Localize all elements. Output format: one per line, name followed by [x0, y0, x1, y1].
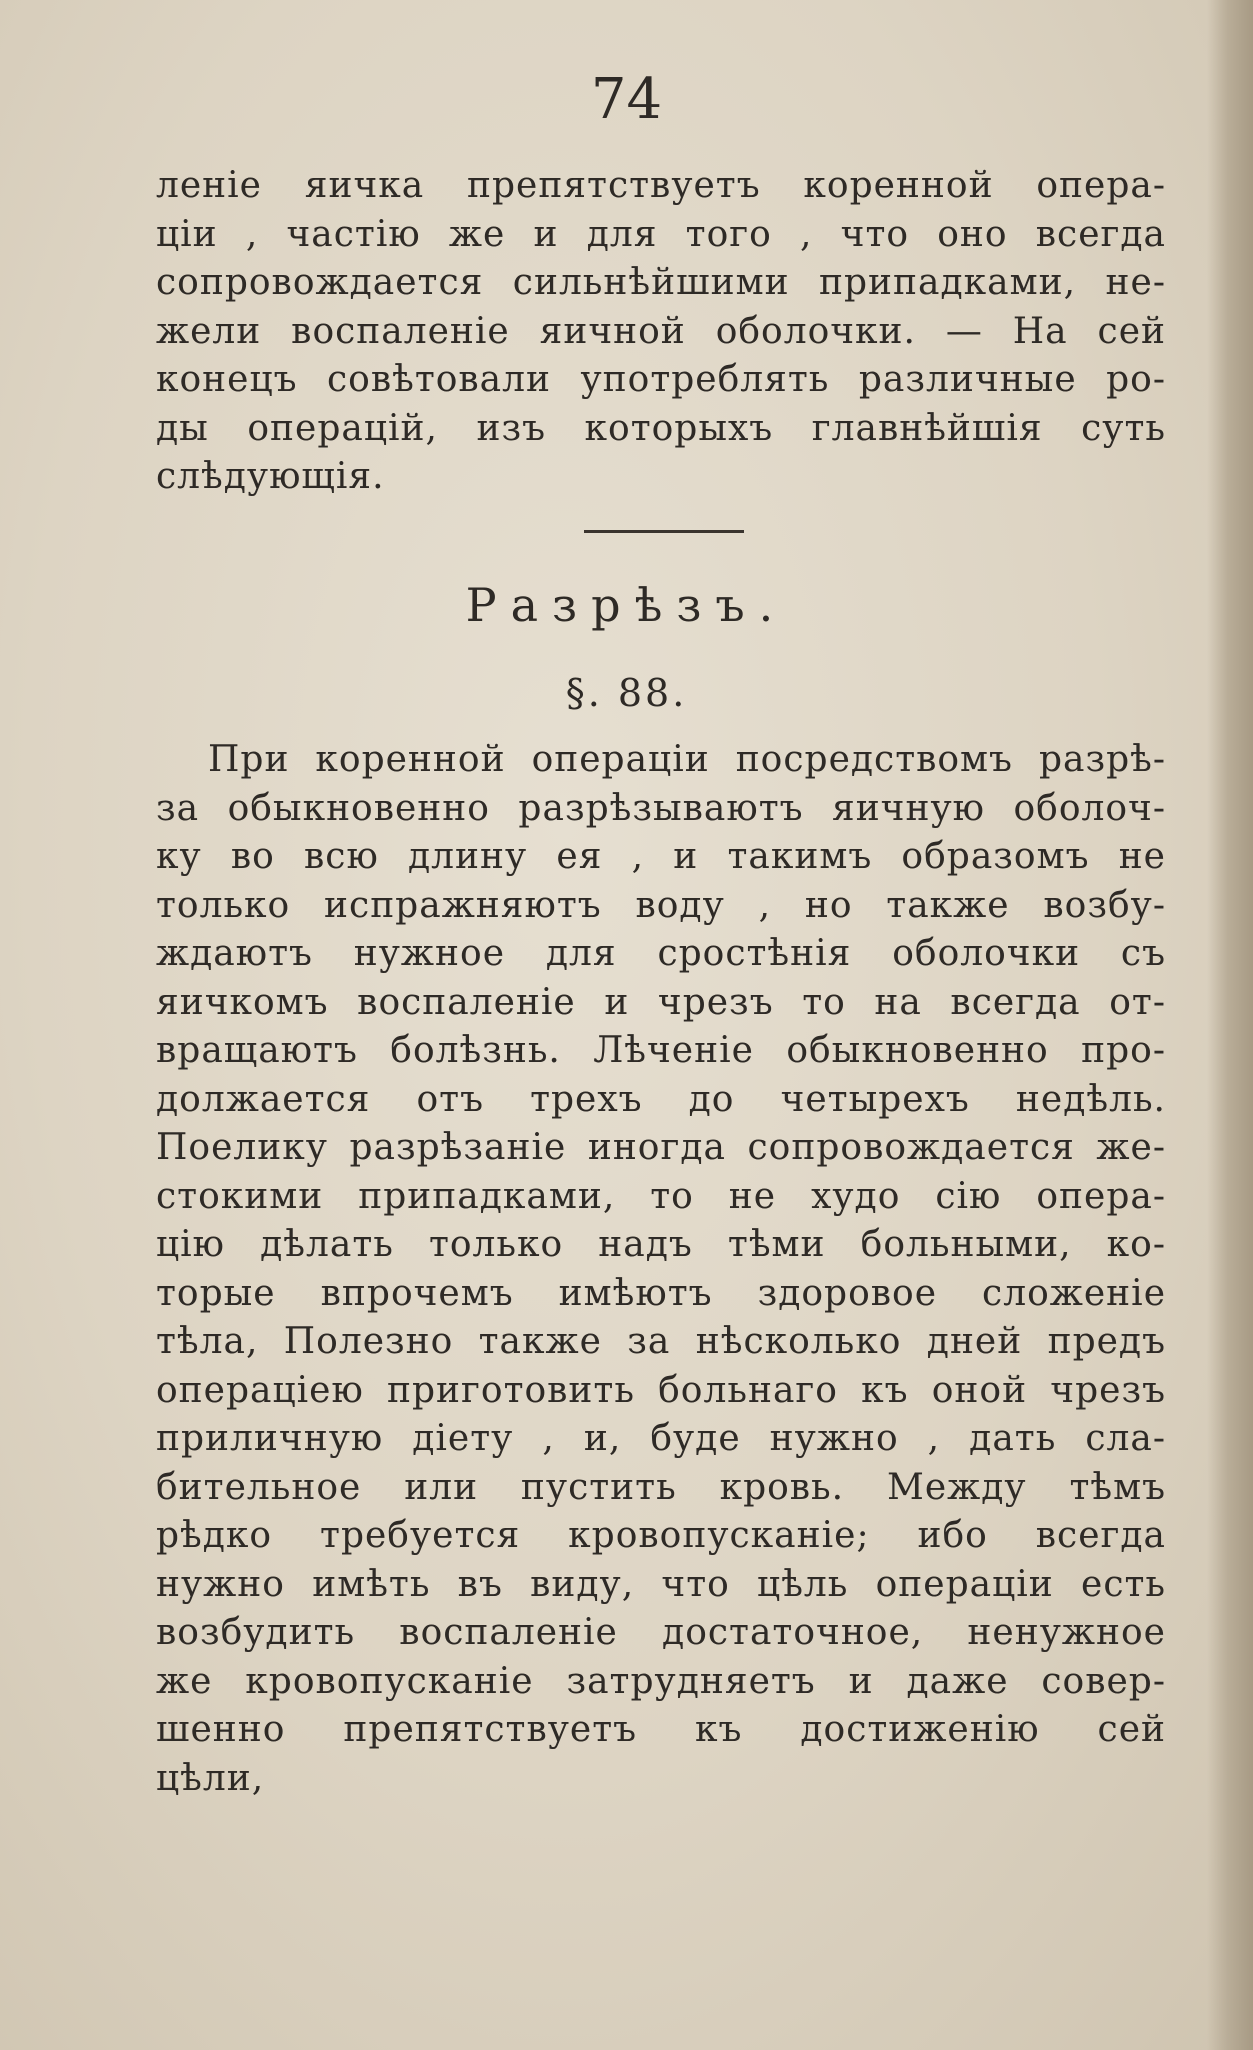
- main-paragraph: [156, 736, 1166, 1803]
- continued-paragraph: [156, 162, 1166, 502]
- text-line: ждаютъ нужное для сростѣнія оболочки съ: [156, 933, 1166, 974]
- page-edge-shadow: [1207, 0, 1253, 2050]
- text-line: тѣла, Полезно также за нѣсколько дней предъ: [156, 1321, 1166, 1362]
- text-line: Поелику разрѣзаніе иногда сопровождается же-: [156, 1127, 1166, 1168]
- text-line: жели воспаленіе яичной оболочки. — На сей: [156, 310, 1166, 352]
- text-line: цѣли,: [156, 1757, 265, 1799]
- text-line: конецъ совѣтовали употреблять различные ро-: [156, 359, 1166, 400]
- text-line: за обыкновенно разрѣзываютъ яичную оболоч-: [156, 787, 1166, 829]
- text-line: бительное или пустить кровь. Между тѣмъ: [156, 1466, 1166, 1508]
- text-line: только испражняютъ воду , но также возбу-: [156, 884, 1166, 926]
- text-line: цію дѣлать только надъ тѣми больными, ко-: [156, 1224, 1166, 1265]
- text-line: нужно имѣть въ виду, что цѣль операціи есть: [156, 1563, 1166, 1605]
- text-line: сопровождается сильнѣйшими припадками, не-: [156, 262, 1166, 303]
- text-line: операціею приготовить больнаго къ оной чрезъ: [156, 1369, 1166, 1411]
- text-line: шенно препятствуетъ къ достиженію сей: [156, 1709, 1166, 1750]
- text-line: же кровопусканіе затрудняетъ и даже совер-: [156, 1660, 1166, 1702]
- text-line: должается отъ трехъ до четырехъ недѣль.: [156, 1078, 1166, 1120]
- section-number: §. 88.: [565, 671, 688, 715]
- text-line: приличную діету , и, буде нужно , дать сла-: [156, 1418, 1166, 1459]
- text-line: вращаютъ болѣзнь. Лѣченіе обыкновенно про-: [156, 1030, 1166, 1071]
- text-line: торые впрочемъ имѣютъ здоровое сложеніе: [156, 1272, 1166, 1314]
- text-line: слѣдующія.: [156, 456, 385, 497]
- text-line: стокими припадками, то не худо сію опера-: [156, 1175, 1166, 1217]
- section-heading: Разрѣзъ.: [465, 578, 788, 632]
- section-divider: [584, 530, 744, 533]
- text-line: рѣдко требуется кровопусканіе; ибо всегда: [156, 1515, 1166, 1556]
- text-line: При коренной операціи посредствомъ разрѣ-: [208, 739, 1166, 780]
- text-line: ціи , частію же и для того , что оно всегда: [156, 213, 1166, 255]
- text-line: леніе яичка препятствуетъ коренной опера-: [156, 165, 1166, 206]
- text-line: ку во всю длину ея , и такимъ образомъ не: [156, 836, 1166, 877]
- text-line: возбудить воспаленіе достаточное, ненужное: [156, 1612, 1166, 1653]
- text-line: ды операцій, изъ которыхъ главнѣйшія суть: [156, 407, 1166, 449]
- page-number: 74: [590, 67, 663, 132]
- text-line: яичкомъ воспаленіе и чрезъ то на всегда от-: [156, 981, 1166, 1023]
